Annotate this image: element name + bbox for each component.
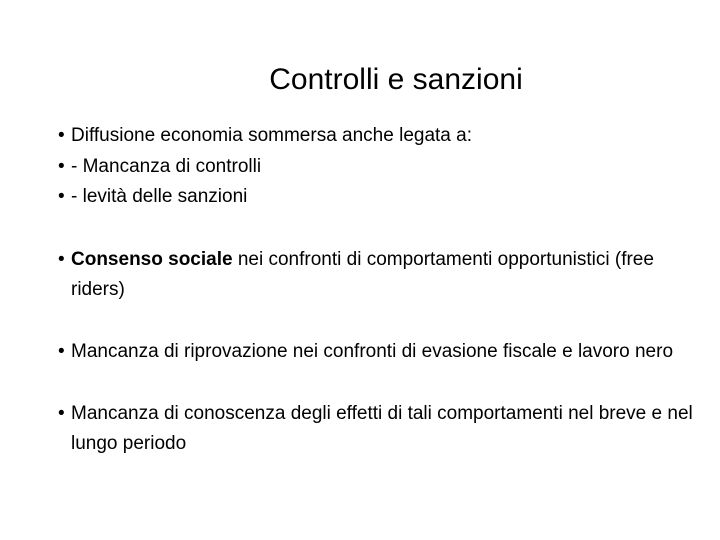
bullet-text: nei confronti di comportamenti opportunistici (free riders) bbox=[71, 248, 654, 300]
bullet-dot: • bbox=[58, 155, 65, 177]
bullet-item bbox=[58, 337, 698, 367]
spacer bbox=[58, 367, 698, 399]
bullet-bold-text: Consenso sociale bbox=[71, 248, 233, 270]
bullet-item bbox=[58, 121, 698, 152]
spacer bbox=[58, 305, 698, 337]
bullet-text: Mancanza di riprovazione nei confronti di evasione fiscale e lavoro nero bbox=[71, 340, 674, 362]
bullet-item bbox=[58, 399, 698, 459]
bullet-dot: • bbox=[58, 340, 65, 362]
bullet-dot: • bbox=[58, 248, 65, 270]
bullet-dot: • bbox=[58, 402, 65, 424]
slide-body bbox=[58, 121, 698, 459]
slide-title bbox=[0, 60, 720, 100]
spacer bbox=[58, 213, 698, 245]
bullet-text: - levità delle sanzioni bbox=[71, 186, 248, 207]
bullet-text: - Mancanza di controlli bbox=[71, 155, 262, 177]
bullet-dot: • bbox=[58, 125, 65, 146]
bullet-item bbox=[58, 152, 698, 183]
bullet-text: Mancanza di conoscenza degli effetti di tali comportamenti nel breve e nel lungo periodo bbox=[71, 402, 693, 454]
bullet-text: Diffusione economia sommersa anche legata a: bbox=[71, 125, 472, 146]
slide-title-text: Controlli e sanzioni bbox=[269, 63, 523, 96]
bullet-dot: • bbox=[58, 186, 65, 207]
bullet-item bbox=[58, 245, 698, 305]
bullet-item bbox=[58, 182, 698, 213]
